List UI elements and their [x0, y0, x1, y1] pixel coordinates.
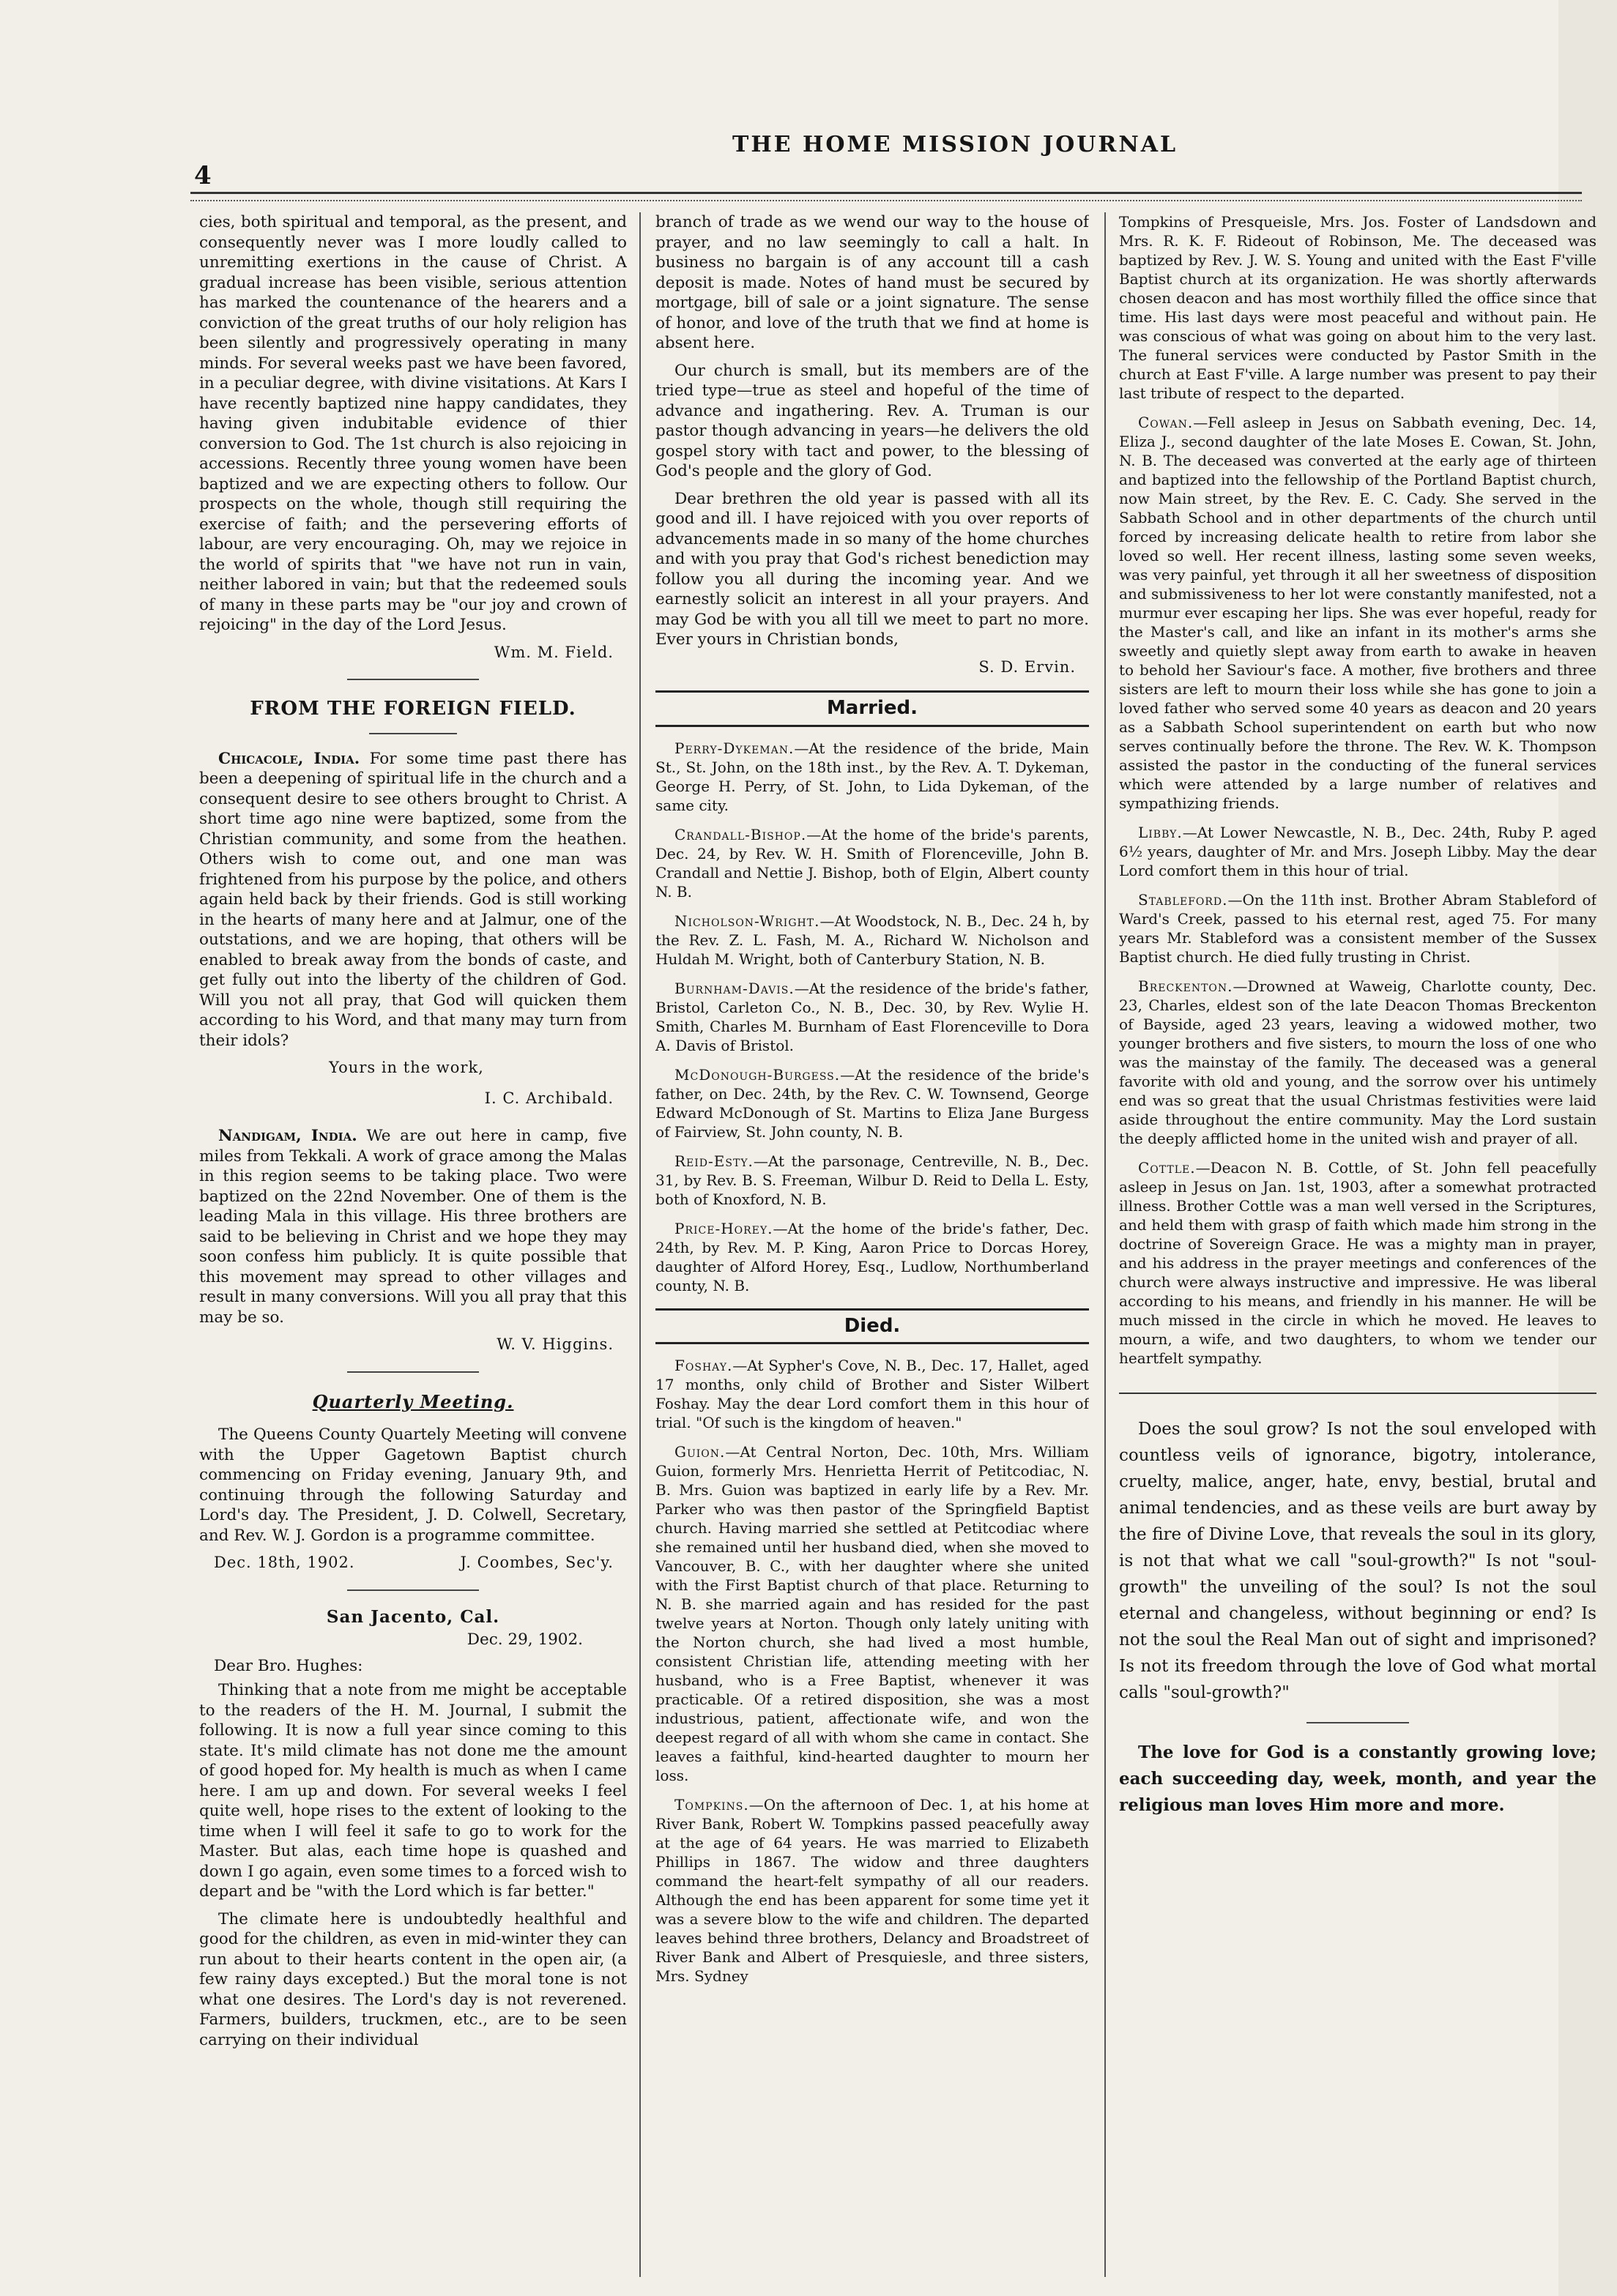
died-text: —At Central Norton, Dec. 10th, Mrs. William Guion, formerly Mrs. Henrietta Herrit of Petitcodiac, N. B. Mrs. Guion was baptized in early life by a Rev. Mr. Parker who was then pastor of the Springfield Baptist church. Having married she settled at Petitcodiac where she remained until her husband died, when she moved to Vancouver, B. C., with her daughter where she united with the First Baptist church of that place. Returning to N. B. she married again and has resided for the past twelve years at Norton. Though only lately uniting with the Norton church, she had lived a most humble, consistent Christian life, attending meeting with her husband, who is a Free Baptist, whenever it was practicable. Of a retired disposition, she was a most industrious, patient, affectionate wife, and won the deepest regard of all with whom she came in contact. She leaves a faithful, kind-hearted daughter to mourn her loss. — [655, 1443, 1089, 1784]
died-names: Stableford. — [1138, 891, 1228, 909]
san-jacinto-greeting: Dear Bro. Hughes: — [214, 1656, 363, 1675]
san-jacinto-heading: San Jacento, Cal. — [326, 1606, 500, 1627]
column-divider — [1104, 212, 1106, 2277]
soul-growth-article — [1119, 1393, 1596, 1819]
quarterly-signature-line — [214, 1553, 614, 1573]
married-entry — [655, 1219, 1089, 1295]
san-jacinto-paragraph: Our church is small, but its members are of the tried type—true as steel and hopeful of the time of advance and ingathering. Rev. A. Truman is our pastor though advancing in years—he delivers the old gospel story with tact and power, to the blessing of God's people and the glory of God. — [655, 361, 1089, 480]
died-text: —On the 11th inst. Brother Abram Stableford of Ward's Creek, passed to his eternal rest, aged 75. For many years Mr. Stableford was a consistent member of the Sussex Baptist church. He died fully trusting in Christ. — [1119, 891, 1596, 966]
married-entry — [655, 912, 1089, 969]
married-text: —At the residence of the bride's father, Bristol, Carleton Co., N. B., Dec. 30, by Rev. Wylie H. Smith, Charles M. Burnham of East Florenceville to Dora A. Davis of Bristol. — [655, 979, 1089, 1054]
letter-text: cies, both spiritual and temporal, as the present, and consequently never was I more loudly called to unremitting exertions in the cause of Christ. A gradual increase has been visible, serious attention has marked the countenance of the hearers and a conviction of the great truths of our holy religion has been silently and progressively operating in many minds. For several weeks past we have been favored, in a peculiar degree, with divine visitations. At Kars I have recently baptized nine happy candidates, they having given indubitable evidence of thier conversion to God. The 1st church is also rejoicing in accessions. Recently three young women have been baptized and we are expecting others to follow. Our prospects on the whole, though still requiring the exercise of faith; and the persevering efforts of labour, are very encouraging. Oh, may we rejoice in the world of spirits that "we have not run in vain, neither labored in vain; but that the redeemed souls of many in these parts may be "our joy and crown of rejoicing" in the day of the Lord Jesus. — [199, 213, 627, 634]
died-entry — [1119, 823, 1596, 880]
soul-growth-paragraph: The love for God is a constantly growing love; each succeeding day, week, month, and year the religious man loves Him more and more. — [1119, 1742, 1596, 1815]
died-list — [1119, 413, 1596, 1368]
married-list — [655, 739, 1089, 1295]
died-entry — [1119, 977, 1596, 1148]
died-text: —Fell asleep in Jesus on Sabbath evening, Dec. 14, Eliza J., second daughter of the late Moses E. Cowan, St. John, N. B. The deceased was converted at the early age of thirteen and baptized into the fellowship of the Portland Baptist church, now Main street, by the Rev. E. C. Cady. She served in the Sabbath School and in other departments of the church until forced by increasing delicate health to retire from labor she loved so well. Her recent illness, lasting some seven weeks, was very painful, yet through it all her sweetness of disposition and submissiveness to her lot were constantly manifested, not a murmur ever escaping her lips. She was ever hopeful, ready for the Master's call, and like an infant in its mother's arms she sweetly and quietly slept away from earth to awake in heaven to behold her Saviour's face. A mother, five brothers and three sisters are left to mourn their loss while she has gone to join a loved father who served some 40 years as deacon and 20 years as a Sabbath School superintendent on earth but who now serves continually before the throne. The Rev. W. K. Thompson assisted the pastor in the conducting of the funeral services which were attended by a large number of relatives and sympathizing friends. — [1119, 414, 1596, 812]
soul-growth-paragraph: Does the soul grow? Is not the soul enveloped with countless veils of ignorance, bigotry, intolerance, cruelty, malice, anger, hate, envy, bestial, brutal and animal tendencies, and as these veils are burt away by the fire of Divine Love, that reveals the soul in its glory, is not that what we call "soul-growth?" Is not "soul-growth" the unveiling of the soul? Is not the soul eternal and changeless, without beginning or end? Is not the soul the Real Man out of sight and imprisoned? Is not its freedom through the love of God what mortal calls "soul-growth?" — [1119, 1420, 1596, 1702]
san-jacinto-paragraph: The climate here is undoubtedly healthful and good for the children, as even in mid-winter they can run about to their hearts content in the open air, (a few rainy days excepted.) But the moral tone is not what one desires. The Lord's day is not reverened. Farmers, builders, truckmen, etc., are to be seen carrying on their individual — [199, 1909, 627, 2049]
column-divider — [639, 212, 641, 2277]
san-jacinto-paragraph: Thinking that a note from me might be acceptable to the readers of the H. M. Journal, I submit the following. It is now a full year since coming to this state. It's mild climate has not done me the amount of good hoped for. My health is much as when I came here. I am up and down. For several weeks I feel quite well, hope rises to the extent of looking to the time when I will feel it safe to go to work for the Master. But alas, each time hope is quashed and down I go again, even some times to a forced wish to depart and be "with the Lord which is far better." — [199, 1681, 627, 1901]
section-rule — [347, 1371, 479, 1373]
died-text: —At Lower Newcastle, N. B., Dec. 24th, Ruby P. aged 6½ years, daughter of Mr. and Mrs. Joseph Libby. May the dear Lord comfort them in this hour of trial. — [1119, 824, 1596, 879]
died-names: Cowan. — [1138, 414, 1194, 431]
died-heading: Died. — [655, 1308, 1089, 1345]
married-entry — [655, 1152, 1089, 1209]
nandigam-text: We are out here in camp, five miles from Tekkali. A work of grace among the Malas in this region seems to be taking place. Two were baptized on the 22nd November. One of them is the leading Mala in this village. His three brothers are said to be believing in Christ and we hope they may soon confess him publicly. It is quite possible that this movement may spread to other villages and result in many conversions. Will you all pray that this may be so. — [199, 1127, 627, 1327]
chicacole-signature: I. C. Archibald. — [484, 1089, 614, 1107]
quarterly-signature: J. Coombes, Sec'y. — [460, 1554, 614, 1571]
header-rule — [190, 192, 1582, 201]
married-names: McDonough-Burgess. — [674, 1065, 841, 1084]
san-jacinto-paragraph: Dear brethren the old year is passed with all its good and ill. I have rejoiced with you over reports of advancements made in so many of the home churches and with you pray that God's richest benediction may follow you all during the incoming year. And we earnestly solicit an interest in all your prayers. And may God be with you all till we meet to part no more. Ever yours in Christian bonds, — [655, 489, 1089, 649]
married-names: Reid-Esty. — [674, 1152, 754, 1170]
married-names: Crandall-Bishop. — [674, 825, 807, 843]
nandigam-signature: W. V. Higgins. — [497, 1335, 614, 1353]
section-rule — [1306, 1722, 1409, 1723]
masthead-title: THE HOME MISSION JOURNAL — [732, 132, 1178, 157]
married-entry — [655, 825, 1089, 901]
died-text: —At Sypher's Cove, N. B., Dec. 17, Hallet, aged 17 months, only child of Brother and Sister Wilbert Foshay. May the dear Lord comfort them in this hour of trial. "Of such is the kingdom of heaven." — [655, 1357, 1089, 1431]
married-names: Price-Horey. — [674, 1219, 773, 1237]
died-names: Libby. — [1138, 824, 1183, 841]
san-jacinto-signature: S. D. Ervin. — [978, 657, 1076, 676]
married-entry — [655, 979, 1089, 1055]
married-names: Nicholson-Wright. — [674, 912, 820, 930]
chicacole-text: For some time past there has been a deepening of spiritual life in the church and a consequent desire to see others brought to Christ. A short time ago nine were baptized, some from the Christian community, and some from the heathen. Others wish to come out, and one man was frightened from his purpose by the police, and others again held back by their friends. God is still working in the hearts of many here and at Jalmur, one of the outstations, and we are hoping, that others will be enabled to break away from the bonds of caste, and get fully out into the liberty of the children of God. Will you not all pray, that God will quicken them according to his Word, and that many may turn from their idols? — [199, 749, 627, 1050]
died-names: Tompkins. — [674, 1796, 749, 1814]
married-entry — [655, 739, 1089, 815]
married-names: Perry-Dykeman. — [674, 739, 795, 757]
married-text: —At the residence of the bride's father, on Dec. 24th, by the Rev. C. W. Townsend, George Edward McDonough of St. Martins to Eliza Jane Burgess of Fairview, St. John county, N. B. — [655, 1065, 1089, 1141]
nandigam-place: Nandigam, India. — [218, 1127, 357, 1145]
married-entry — [655, 1065, 1089, 1141]
married-text: —At the parsonage, Centreville, N. B., Dec. 31, by Rev. B. S. Freeman, Wilbur D. Reid to Della L. Esty, both of Knoxford, N. B. — [655, 1152, 1089, 1208]
foreign-field-heading: FROM THE FOREIGN FIELD. — [250, 698, 576, 720]
chicacole-report — [199, 749, 627, 1051]
married-names: Burnham-Davis. — [674, 979, 795, 997]
died-entry — [1119, 1158, 1596, 1368]
died-text: —Drowned at Waweig, Charlotte county, Dec. 23, Charles, eldest son of the late Deacon Thomas Breckenton of Bayside, aged 23 years, leaving a widowed mother, two younger brothers and five sisters, to mourn the loss of one who was the mainstay of the family. The deceased was a general favorite with old and young, and the sorrow over his untimely end was so great that the usual Christmas festivities were laid aside throughout the entire community. May the Lord sustain the deeply afflicted home in the united wish and prayer of all. — [1119, 977, 1596, 1147]
section-rule — [369, 733, 457, 734]
column-3 — [1119, 212, 1596, 2277]
married-text: —At Woodstock, N. B., Dec. 24 h, by the Rev. Z. L. Fash, M. A., Richard W. Nicholson and Huldah M. Wright, both of Canterbury Station, N. B. — [655, 912, 1089, 968]
section-rule — [347, 1589, 479, 1591]
quarterly-meeting-heading: Quarterly Meeting. — [312, 1390, 514, 1412]
san-jacinto-continued: branch of trade as we wend our way to the house of prayer, and no law seemingly to call a halt. In business no bargain is of any account till a cash deposit is made. Notes of hand must be secured by mortgage, bill of sale or a joint signature. The sense of honor, and love of the truth that we find at home is absent here. — [655, 213, 1089, 352]
died-names: Guion. — [674, 1443, 726, 1461]
died-text: —On the afternoon of Dec. 1, at his home at River Bank, Robert W. Tompkins passed peacefully away at the age of 64 years. He was married to Elizabeth Phillips in 1867. The widow and three daughters command the heart-felt sympathy of all our readers. Although the end has been apparent for some time yet it was a severe blow to the wife and children. The departed leaves behind three brothers, Delancy and Broadstreet of River Bank and Albert of Presquiesle, and three sisters, Mrs. Sydney — [655, 1796, 1089, 1985]
died-list — [655, 1356, 1089, 1986]
died-entry — [655, 1442, 1089, 1785]
san-jacinto-date: Dec. 29, 1902. — [466, 1630, 583, 1649]
married-heading: Married. — [655, 690, 1089, 727]
died-entry — [655, 1356, 1089, 1432]
died-names: Foshay. — [674, 1357, 733, 1374]
married-text: —At the residence of the bride, Main St., St. John, on the 18th inst., by the Rev. A. T. Dykeman, George H. Perry, of St. John, to Lida Dykeman, of the same city. — [655, 739, 1089, 814]
died-entry — [655, 1795, 1089, 1986]
section-rule — [347, 679, 479, 680]
nandigam-report — [199, 1126, 627, 1327]
quarterly-meeting-text: The Queens County Quartely Meeting will convene with the Upper Gagetown Baptist church commencing on Friday evening, January 9th, and continuing through the following Saturday and Lord's day. The President, J. D. Colwell, Secretary, and Rev. W. J. Gordon is a programme committee. — [199, 1425, 627, 1545]
died-entry — [1119, 413, 1596, 813]
chicacole-place: Chicacole, India. — [218, 749, 360, 768]
died-names: Breckenton. — [1138, 977, 1233, 995]
letter-signature: Wm. M. Field. — [494, 643, 614, 661]
column-2 — [655, 212, 1089, 2277]
married-text: —At the home of the bride's parents, Dec. 24, by Rev. W. H. Smith of Florenceville, John B. Crandall and Nettie J. Bishop, both of Elgin, Albert county N. B. — [655, 825, 1089, 901]
died-text: —Deacon N. B. Cottle, of St. John fell peacefully asleep in Jesus on Jan. 1st, 1903, after a somewhat protracted illness. Brother Cottle was a man well versed in the Scriptures, and held them with grasp of faith which made him strong in the doctrine of Sovereign Grace. He was a mighty man in prayer, and his address in the prayer meetings and conferences of the church were always instructive and impressive. He was liberal according to his means, and friendly in his manner. He will be much missed in the circle in which he moved. He leaves to mourn, a wife, and two daughters, to whom we tender our heartfelt sympathy. — [1119, 1159, 1596, 1367]
page-number: 4 — [194, 161, 212, 190]
died-names: Cottle. — [1138, 1159, 1196, 1177]
married-text: —At the home of the bride's father, Dec. 24th, by Rev. M. P. King, Aaron Price to Dorcas Horey, daughter of Alford Horey, Esq., Ludlow, Northumberland county, N. B. — [655, 1219, 1089, 1294]
died-entry — [1119, 890, 1596, 966]
quarterly-date: Dec. 18th, 1902. — [214, 1554, 355, 1571]
column-1 — [199, 212, 627, 2277]
chicacole-closing: Yours in the work, — [329, 1059, 484, 1076]
tompkins-continued: Tompkins of Presqueisle, Mrs. Jos. Foster of Landsdown and Mrs. R. K. F. Rideout of Robinson, Me. The deceased was baptized by Rev. J. W. S. Young and united with the East F'ville Baptist church at its organization. He was shortly afterwards chosen deacon and has most worthily filled the office since that time. His last days were most peaceful and without pain. He was conscious of what was going on about him to the very last. The funeral services were conducted by Pastor Smith in the church at East F'ville. A large number was present to pay their last tribute of respect to the departed. — [1119, 213, 1596, 402]
